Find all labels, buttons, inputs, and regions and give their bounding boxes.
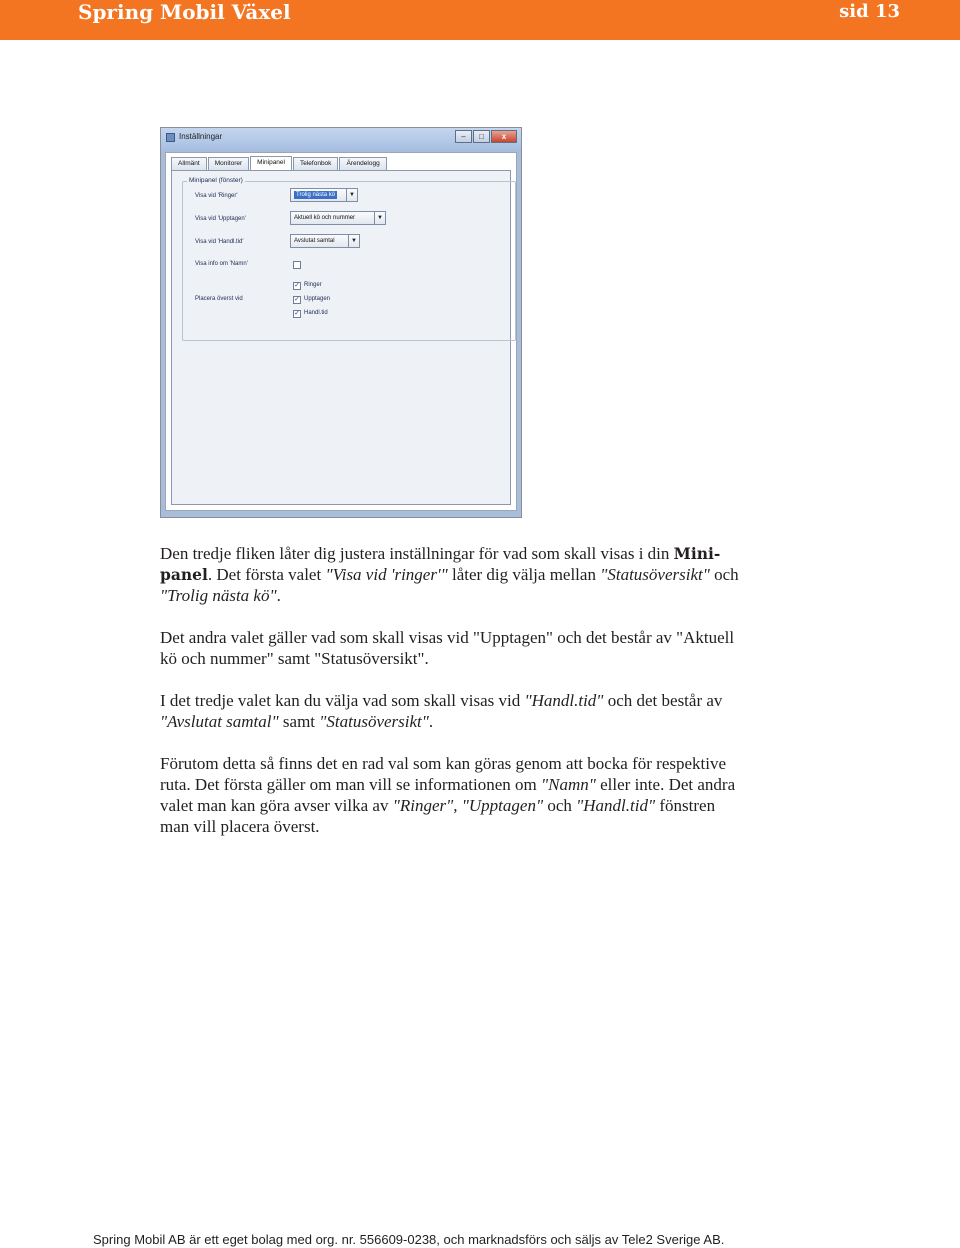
p4-line-3a: valet man kan göra avser vilka av — [160, 796, 393, 815]
paragraph-3 — [160, 690, 810, 732]
p1-minipanel-bold-2: panel — [160, 565, 208, 584]
namn-checkbox — [293, 261, 301, 269]
p3-avslutat-samtal: "Avslutat samtal" — [160, 712, 279, 731]
p3-text: I det tredje valet kan du välja vad som skall visas vid — [160, 691, 525, 710]
chevron-down-icon: ▼ — [346, 189, 357, 201]
p3-statusoversikt: "Statusöversikt" — [319, 712, 429, 731]
paragraph-2 — [160, 627, 810, 669]
upptagen-select — [290, 211, 386, 225]
minipanel-tab-panel — [171, 170, 511, 505]
p3-text-2: och det består av — [603, 691, 723, 710]
p1-text-4: och — [709, 565, 739, 584]
paragraph-4 — [160, 753, 810, 837]
label-upptagen: Visa vid 'Upptagen' — [195, 216, 246, 222]
p4-line-3c: och — [543, 796, 577, 815]
p4-line-3e: fönstren — [655, 796, 716, 815]
p3-handltid: "Handl.tid" — [524, 691, 604, 710]
handltid-checkbox: ✓ — [294, 310, 300, 317]
ringer-select-value: Trolig nästa kö — [296, 192, 336, 198]
p4-handltid: "Handl.tid" — [576, 796, 656, 815]
group-title: Minipanel (fönster) — [189, 177, 243, 184]
p4-namn: "Namn" — [540, 775, 596, 794]
p2-line-2: kö och nummer" samt "Statusöversikt". — [160, 649, 429, 668]
p1-statusoversikt: "Statusöversikt" — [600, 565, 710, 584]
page-number: sid 13 — [839, 1, 900, 22]
document-title: Spring Mobil Växel — [78, 0, 291, 24]
p1-minipanel-bold-1: Mini- — [673, 544, 721, 563]
window-controls — [454, 130, 517, 143]
upptagen-select-value: Aktuell kö och nummer — [294, 215, 356, 221]
handltid-select-value: Avslutat samtal — [294, 238, 335, 244]
tab-telefonbok: Telefonbok — [293, 157, 338, 170]
minimize-icon: – — [455, 130, 472, 143]
p1-visa-vid-ringer: "Visa vid 'ringer'" — [325, 565, 448, 584]
p4-line-2c: eller inte. Det andra — [595, 775, 736, 794]
label-handltid: Visa vid 'Handl.tid' — [195, 239, 244, 245]
label-placera: Placera överst vid — [195, 296, 243, 302]
p4-line-1: Förutom detta så finns det en rad val som kan göras genom att bocka för respektive — [160, 754, 727, 773]
window-client — [165, 152, 517, 511]
settings-window-screenshot — [160, 127, 522, 518]
maximize-icon: □ — [473, 130, 490, 143]
p4-ringer-upptagen: "Ringer", "Upptagen" — [392, 796, 544, 815]
p3-text-3: samt — [278, 712, 320, 731]
tab-minipanel: Minipanel — [250, 156, 292, 170]
tab-bar — [171, 157, 388, 170]
chevron-down-icon: ▼ — [348, 235, 359, 247]
ringer-select — [290, 188, 358, 202]
app-icon — [166, 133, 175, 142]
ringer-checkbox: ✓ — [294, 282, 300, 289]
label-ringer: Visa vid 'Ringer' — [195, 193, 238, 199]
handltid-select — [290, 234, 360, 248]
p1-text: Den tredje fliken låter dig justera inställningar för vad som skall visas i din — [160, 544, 674, 563]
p1-period: . — [276, 586, 281, 605]
p1-text-3: låter dig välja mellan — [447, 565, 601, 584]
p4-line-2a: ruta. Det första gäller om man vill se informationen om — [160, 775, 541, 794]
tab-allmant: Allmänt — [171, 157, 207, 170]
upptagen-checkbox-label: Upptagen — [304, 296, 331, 302]
page-header — [0, 0, 960, 40]
paragraph-1 — [160, 543, 810, 606]
p4-line-4: man vill placera överst. — [160, 817, 320, 836]
p3-period: . — [428, 712, 434, 731]
minipanel-group — [182, 177, 516, 341]
window-titlebar — [161, 128, 521, 150]
p1-text-2: . Det första valet — [207, 565, 326, 584]
upptagen-checkbox: ✓ — [294, 296, 300, 303]
p2-line-1: Det andra valet gäller vad som skall visas vid "Upptagen" och det består av "Aktuell — [160, 628, 735, 647]
tab-arendelogg: Ärendelogg — [339, 157, 386, 170]
handltid-checkbox-label: Handl.tid — [304, 310, 328, 316]
tab-monitorer: Monitorer — [208, 157, 249, 170]
label-namn: Visa info om 'Namn' — [195, 261, 248, 267]
chevron-down-icon: ▼ — [374, 212, 385, 224]
window-title: Inställningar — [179, 132, 223, 141]
p1-trolig-nasta-ko: "Trolig nästa kö" — [160, 586, 277, 605]
page-footer: Spring Mobil AB är ett eget bolag med org. nr. 556609-0238, och marknadsförs och säljs av Tele2 Sverige AB. — [93, 1232, 725, 1247]
close-icon: x — [491, 130, 517, 143]
ringer-checkbox-label: Ringer — [304, 282, 322, 288]
